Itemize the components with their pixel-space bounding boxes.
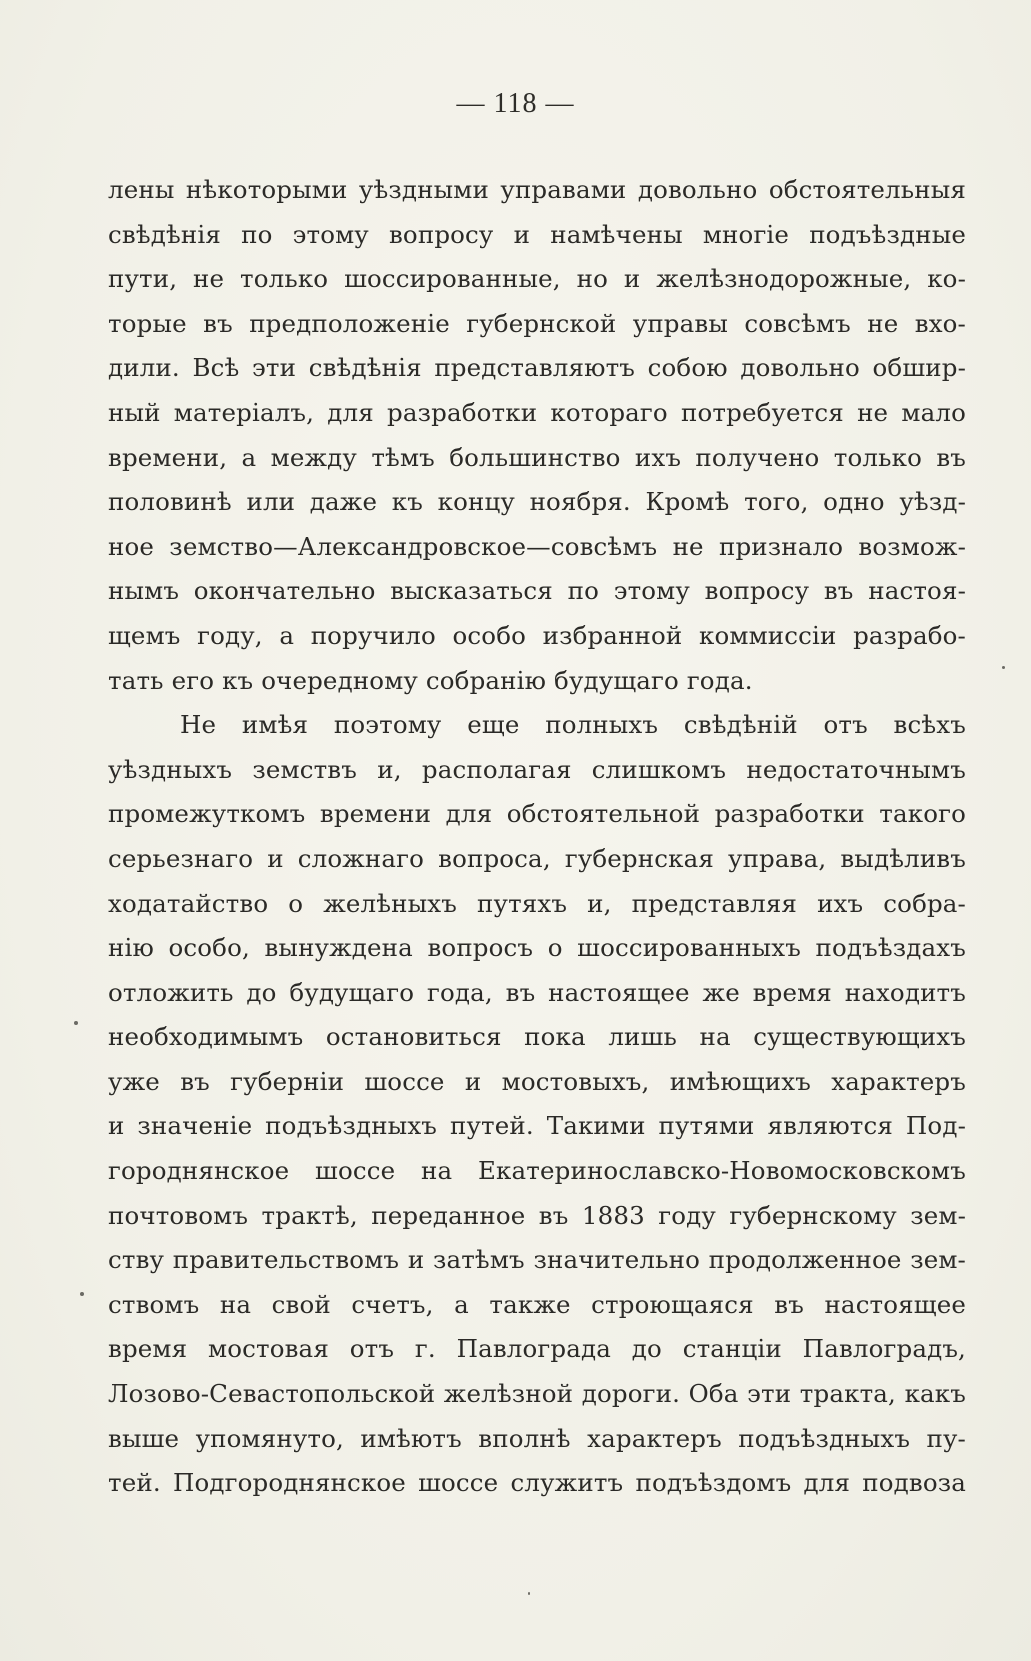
text-line: половинѣ или даже къ концу ноября. Кромѣ того, одно уѣзд- — [108, 487, 966, 517]
text-line: ходатайство о желѣныхъ путяхъ и, представляя ихъ собра- — [108, 888, 966, 918]
text-line: щемъ году, а поручило особо избранной коммиссіи разрабо- — [108, 620, 966, 650]
text-line: ный матеріалъ, для разработки котораго потребуется не мало — [108, 397, 966, 427]
text-line: свѣдѣнія по этому вопросу и намѣчены многіе подъѣздные — [108, 219, 966, 249]
text-line: почтовомъ трактѣ, переданное въ 1883 году губернскому зем- — [108, 1200, 966, 1230]
text-line: время мостовая отъ г. Павлограда до станціи Павлоградъ, — [108, 1334, 966, 1364]
text-line: тей. Подгороднянское шоссе служитъ подъѣздомъ для подвоза — [108, 1468, 966, 1498]
paper-speck — [528, 1592, 530, 1595]
paragraph-1 — [108, 168, 966, 703]
paragraph-2 — [108, 703, 966, 1506]
paper-speck — [1002, 666, 1005, 669]
text-line: пути, не только шоссированные, но и желѣзнодорожные, ко- — [108, 264, 966, 294]
text-line: времени, а между тѣмъ большинство ихъ получено только въ — [108, 442, 966, 472]
text-line: лены нѣкоторыми уѣздными управами довольно обстоятельныя — [108, 175, 966, 204]
body-text — [108, 168, 966, 1506]
text-line: дили. Всѣ эти свѣдѣнія представляютъ собою довольно обшир- — [108, 353, 966, 383]
text-line: необходимымъ остановиться пока лишь на существующихъ — [108, 1022, 966, 1052]
page-number: — 118 — — [456, 88, 575, 119]
text-line: Не имѣя поэтому еще полныхъ свѣдѣній отъ всѣхъ — [180, 710, 966, 740]
text-line: ству правительствомъ и затѣмъ значительно продолженное зем- — [108, 1245, 966, 1275]
text-line: нымъ окончательно высказаться по этому вопросу въ настоя- — [108, 576, 966, 606]
text-line: и значеніе подъѣздныхъ путей. Такими путями являются Под- — [108, 1111, 966, 1141]
text-line: уѣздныхъ земствъ и, располагая слишкомъ недостаточнымъ — [108, 754, 966, 784]
paper-speck — [80, 1292, 84, 1296]
text-line: торые въ предположеніе губернской управы совсѣмъ не вхо- — [108, 308, 966, 338]
text-line: промежуткомъ времени для обстоятельной разработки такого — [108, 799, 966, 829]
text-line: отложить до будущаго года, въ настоящее же время находитъ — [108, 977, 966, 1007]
text-line: городнянское шоссе на Екатеринославско-Новомосковскомъ — [108, 1156, 966, 1186]
paper-speck — [74, 1021, 78, 1025]
text-line: уже въ губерніи шоссе и мостовыхъ, имѣющихъ характеръ — [108, 1066, 966, 1096]
text-line: нію особо, вынуждена вопросъ о шоссированныхъ подъѣздахъ — [108, 933, 966, 963]
text-line: Лозово-Севастопольской желѣзной дороги. Оба эти тракта, какъ — [108, 1379, 966, 1409]
text-line: тать его къ очередному собранію будущаго года. — [108, 665, 753, 695]
text-line: ствомъ на свой счетъ, а также строющаяся въ настоящее — [108, 1289, 966, 1319]
text-line: ное земство—Александровское—совсѣмъ не признало возмож- — [108, 531, 966, 561]
text-line: серьезнаго и сложнаго вопроса, губернская управа, выдѣливъ — [108, 843, 966, 873]
text-line: выше упомянуто, имѣютъ вполнѣ характеръ подъѣздныхъ пу- — [108, 1423, 966, 1453]
